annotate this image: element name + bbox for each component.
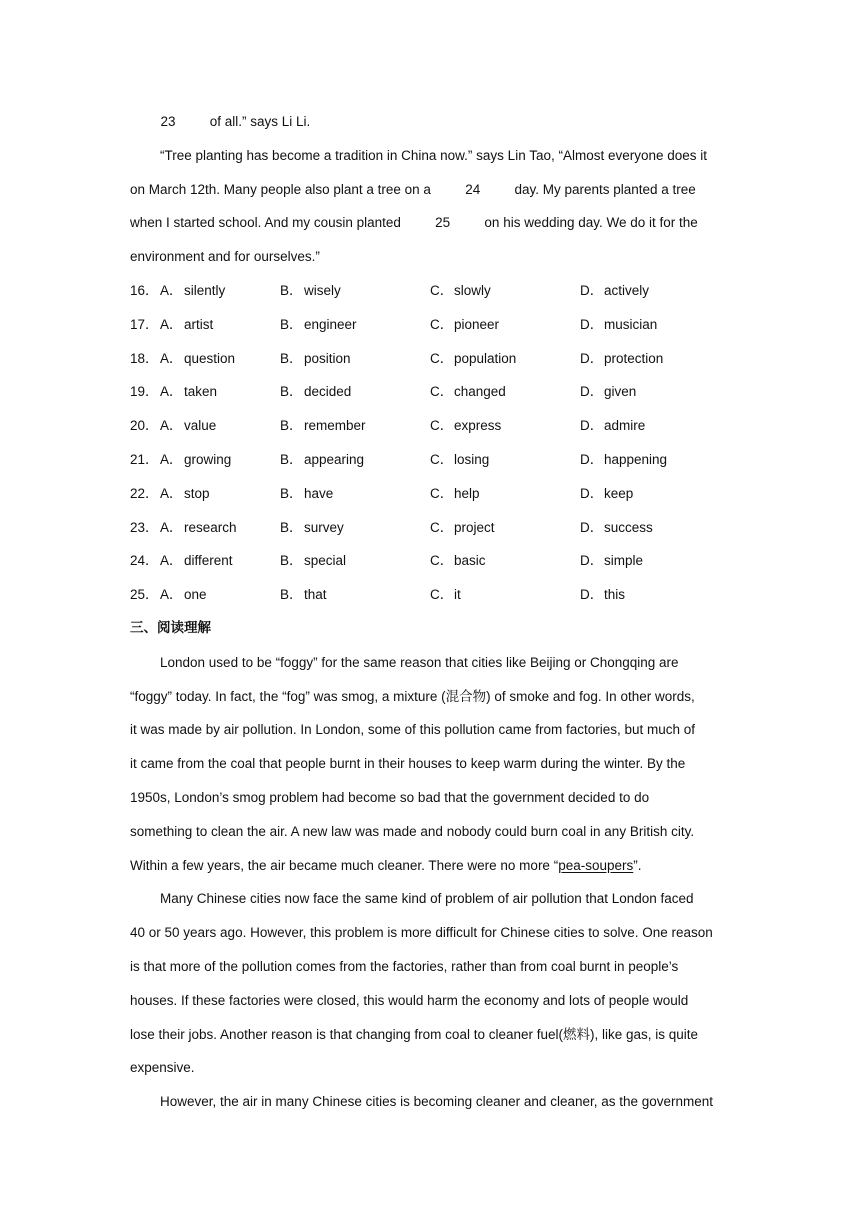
passage-line: environment and for ourselves.” [130,249,320,265]
option-c: C．help [430,485,480,501]
option-d: D．keep [580,485,634,501]
option-a: A．value [160,418,217,434]
option-b: B．have [280,485,334,501]
passage-text: when I started school. And my cousin planted [130,215,405,231]
question-row [130,308,730,342]
option-c: C．basic [430,553,486,569]
question-number: 17． [130,316,159,332]
passage-line: is that more of the pollution comes from the factories, rather than from coal burnt in people’s [130,958,679,974]
question-row [130,578,730,612]
passage-line: London used to be “foggy” for the same reason that cities like Beijing or Chongqing are [160,654,679,670]
passage-line: it was made by air pollution. In London, some of this pollution came from factories, but much of [130,722,696,738]
question-number: 19． [130,384,159,400]
option-a: A．silently [160,282,226,298]
underlined-term: pea-soupers [558,857,634,873]
question-number: 25． [130,587,159,603]
option-c: C．project [430,519,495,535]
option-b: B．wisely [280,282,341,298]
question-number: 24． [130,553,159,569]
passage-line: 40 or 50 years ago. However, this problem is more difficult for Chinese cities to solve. One reason [130,925,713,941]
passage-line: lose their jobs. Another reason is that changing from coal to cleaner fuel(燃料), like gas, is quite [130,1026,699,1043]
option-c: C．population [430,350,517,366]
option-c: C．slowly [430,282,491,298]
document-content [130,105,730,1119]
passage-line: expensive. [130,1060,195,1076]
option-a: A．different [160,553,233,569]
passage-text: on his wedding day. We do it for the [480,215,698,231]
option-a: A．research [160,519,237,535]
option-d: D．success [580,519,653,535]
passage-line: “foggy” today. In fact, the “fog” was smog, a mixture (混合物) of smoke and fog. In other words, [130,688,695,705]
passage-line: something to clean the air. A new law was made and nobody could burn coal in any British city. [130,823,695,839]
passage-line: it came from the coal that people burnt in their houses to keep warm during the winter. By the [130,756,686,772]
option-a: A．growing [160,451,232,467]
option-d: D．happening [580,451,668,467]
option-c: C．it [430,587,461,603]
question-row [130,544,730,578]
option-a: A．artist [160,316,214,332]
option-b: B．special [280,553,347,569]
option-a: A．stop [160,485,210,501]
passage-line: However, the air in many Chinese cities is becoming cleaner and cleaner, as the government [160,1094,714,1110]
question-number: 18． [130,350,159,366]
option-a: A．taken [160,384,218,400]
question-options-list [130,274,730,612]
question-row [130,477,730,511]
option-d: D．admire [580,418,646,434]
option-b: B．remember [280,418,366,434]
question-number: 23． [130,519,159,535]
option-b: B．that [280,587,327,603]
passage-line: Many Chinese cities now face the same kind of problem of air pollution that London faced [160,891,694,907]
passage-line [130,206,730,240]
section-title: 三、阅读理解 [130,619,211,636]
passage-text: of all.” says Li Li. [206,114,311,129]
option-c: C．express [430,418,502,434]
question-row [130,409,730,443]
option-b: B．engineer [280,316,357,332]
passage-line [130,173,730,207]
blank-24: 24 [465,181,481,197]
passage-line [130,105,730,139]
gloss-text: 混合物 [445,688,487,705]
option-c: C．changed [430,384,506,400]
option-b: B．position [280,350,351,366]
option-c: C．losing [430,451,490,467]
option-b: B．survey [280,519,344,535]
passage-line: Within a few years, the air became much cleaner. There were no more “pea-soupers”. [130,857,642,873]
question-number: 22． [130,485,159,501]
blank-23: 23 [160,114,176,129]
option-d: D．musician [580,316,658,332]
question-number: 16． [130,282,159,298]
option-d: D．actively [580,282,650,298]
passage-text: day. My parents planted a tree [510,181,696,197]
option-c: C．pioneer [430,316,500,332]
option-a: A．one [160,587,207,603]
question-row [130,342,730,376]
question-row [130,375,730,409]
option-b: B．decided [280,384,352,400]
gloss-text: 燃料 [563,1026,590,1043]
passage-text: on March 12th. Many people also plant a tree on a [130,181,435,197]
option-b: B．appearing [280,451,365,467]
question-row [130,511,730,545]
passage-line: “Tree planting has become a tradition in China now.” says Lin Tao, “Almost everyone does it [160,147,708,163]
option-d: D．this [580,587,626,603]
option-d: D．protection [580,350,664,366]
option-d: D．given [580,384,637,400]
blank-25: 25 [435,215,451,231]
passage-line: 1950s, London’s smog problem had become so bad that the government decided to do [130,789,650,805]
question-number: 21． [130,451,159,467]
option-d: D．simple [580,553,644,569]
question-number: 20． [130,418,159,434]
question-row [130,443,730,477]
question-row [130,274,730,308]
passage-line: houses. If these factories were closed, this would harm the economy and lots of people would [130,992,689,1008]
option-a: A．question [160,350,236,366]
